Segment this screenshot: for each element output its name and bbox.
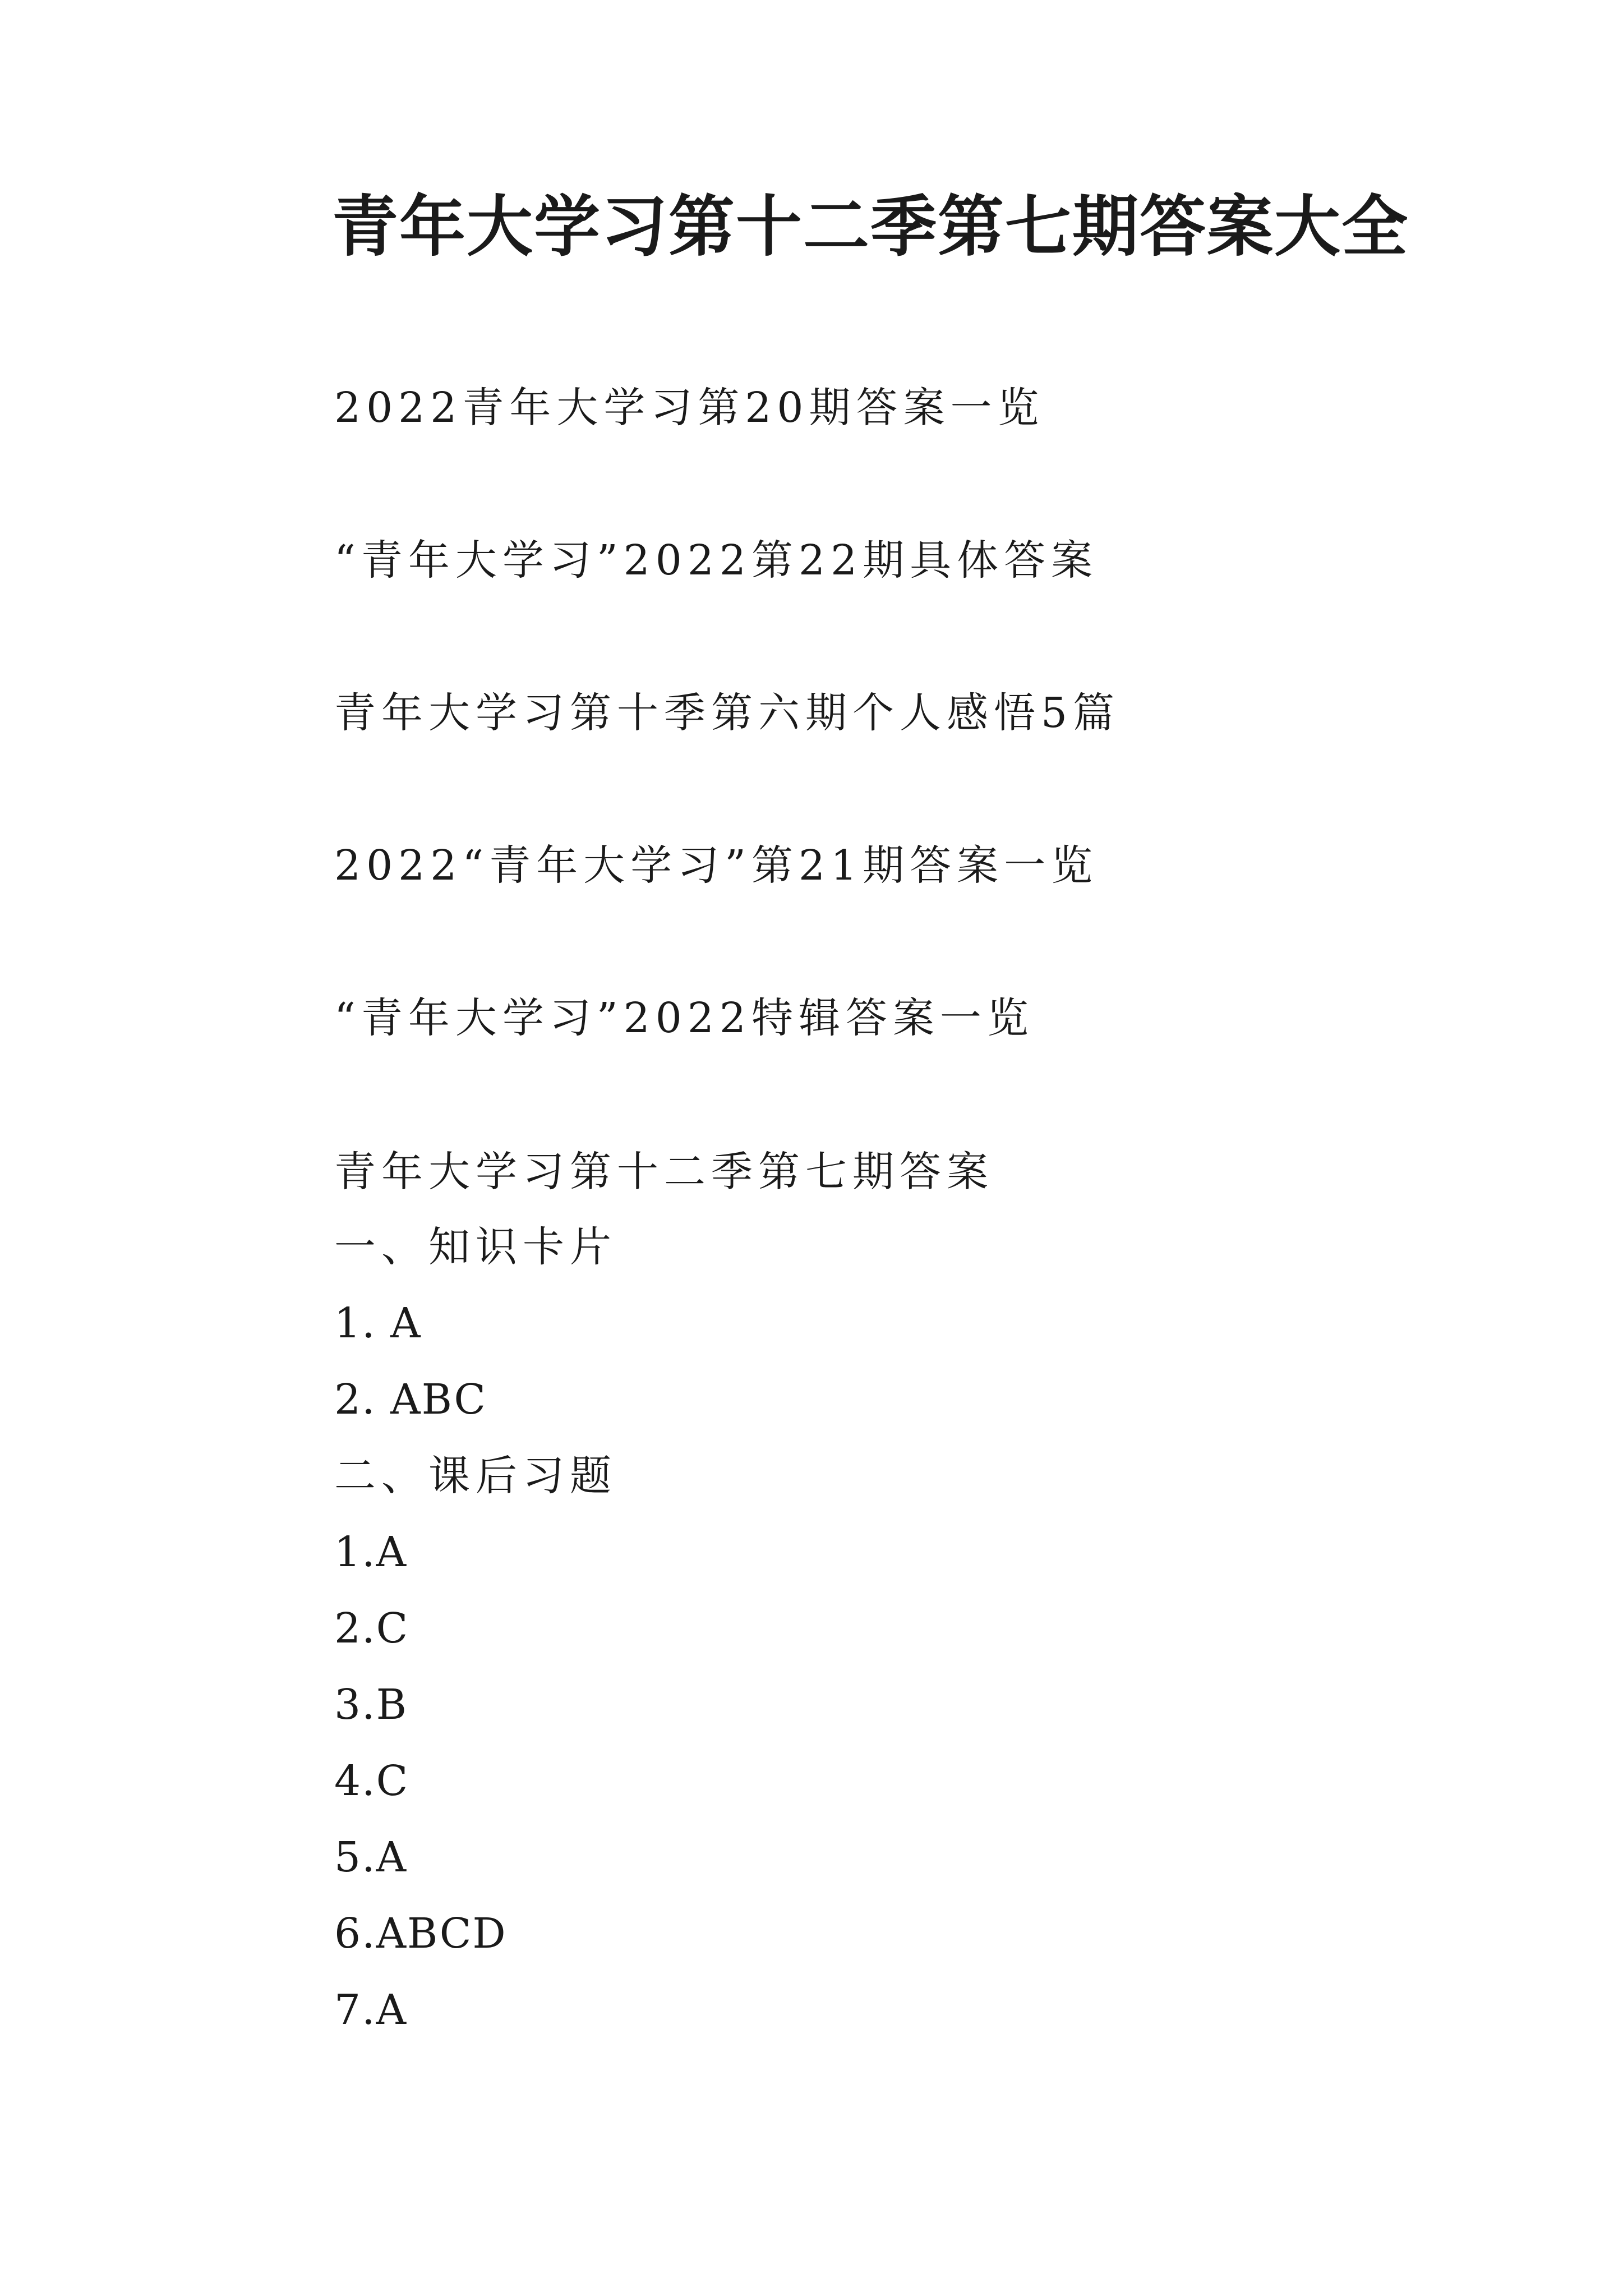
related-link[interactable]: 2022“青年大学习”第21期答案一览: [334, 841, 1099, 890]
related-link[interactable]: 青年大学习第十季第六期个人感悟5篇: [334, 689, 1121, 737]
section-title-knowledge-cards: 一、知识卡片: [334, 1223, 617, 1271]
answer-line: 2.C: [334, 1604, 409, 1653]
related-link[interactable]: “青年大学习”2022特辑答案一览: [334, 994, 1034, 1042]
answer-line: 2. ABC: [334, 1375, 487, 1424]
answer-line: 4.C: [334, 1757, 409, 1805]
document-title: 青年大学习第十二季第七期答案大全: [332, 187, 1409, 265]
related-link[interactable]: 2022青年大学习第20期答案一览: [334, 384, 1045, 432]
answer-line: 5.A: [334, 1833, 408, 1881]
answer-line: 1. A: [334, 1299, 422, 1347]
answer-line: 6.ABCD: [334, 1910, 507, 1958]
answer-line: 3.B: [334, 1681, 408, 1729]
answer-line: 7.A: [334, 1986, 408, 2034]
content-heading: 青年大学习第十二季第七期答案: [334, 1148, 994, 1196]
related-link[interactable]: “青年大学习”2022第22期具体答案: [334, 536, 1099, 585]
section-title-exercises: 二、课后习题: [334, 1452, 617, 1500]
answer-line: 1.A: [334, 1528, 408, 1576]
